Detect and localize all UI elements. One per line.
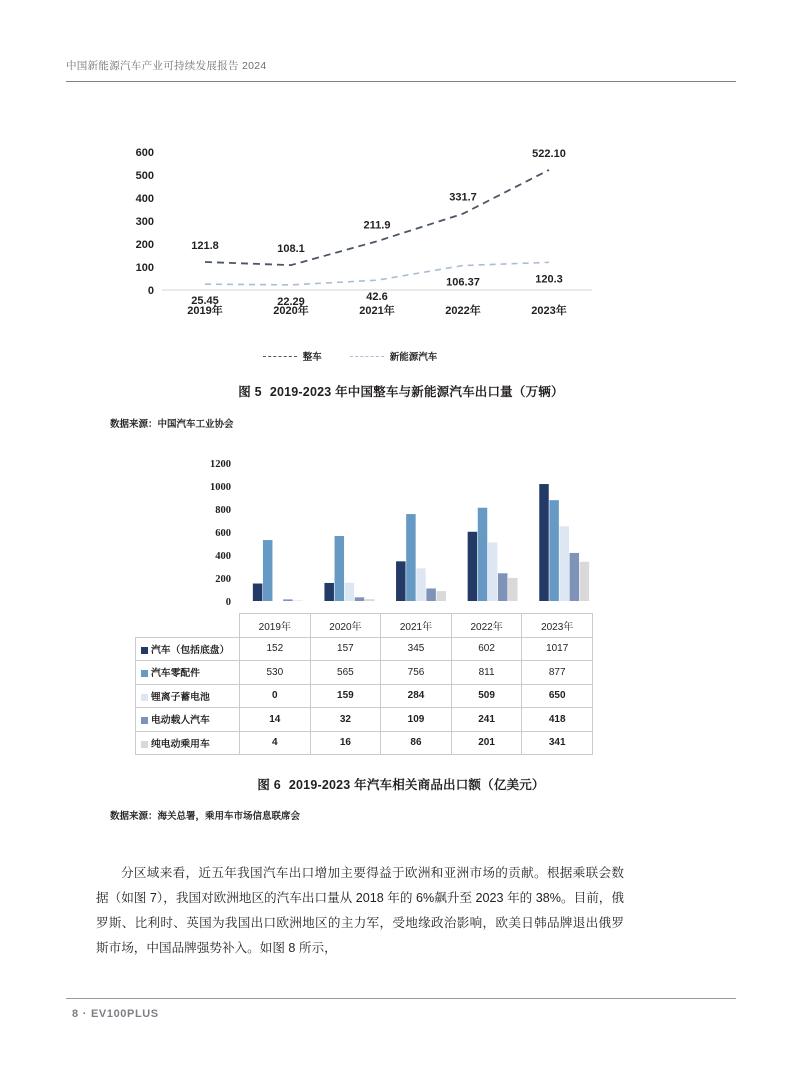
- data-label: 522.10: [532, 147, 566, 160]
- body-paragraph: 分区域来看，近五年我国汽车出口增加主要得益于欧洲和亚洲市场的贡献。根据乘联会数据（如图 7），我国对欧洲地区的汽车出口量从 2018 年的 6%飙升至 2023 年的 38%。目前，俄罗斯、比利时、英国为我国出口欧洲地区的主力军，受地缘政治影响，欧美日韩品牌退出俄罗斯市场，中国品牌强势补入。如图 8 所示，: [96, 865, 624, 955]
- running-header-title: 中国新能源汽车产业可持续发展报告 2024: [66, 60, 267, 72]
- table-cell: 152: [240, 637, 311, 661]
- y-axis-tick-label: 500: [135, 170, 154, 182]
- footer-divider: [66, 998, 736, 999]
- table-column-header: 2022年: [451, 614, 522, 638]
- bar: [488, 542, 498, 601]
- figure5-source: 数据来源：中国汽车工业协会: [110, 419, 234, 430]
- table-cell: 509: [451, 684, 522, 708]
- figure5-caption-label: 图 5: [238, 385, 262, 399]
- bar: [498, 573, 508, 601]
- dashed-line-icon: [263, 356, 297, 357]
- table-row-label-text: 锂离子蓄电池: [151, 691, 210, 703]
- bar: [436, 591, 446, 601]
- bar: [559, 526, 569, 601]
- bar: [365, 599, 375, 601]
- footer-page-number: 8: [72, 1008, 79, 1020]
- x-axis-tick-label: 2022年: [445, 305, 481, 317]
- footer-separator: ·: [82, 1008, 87, 1020]
- table-column-header: 2019年: [240, 614, 311, 638]
- table-cell: 0: [240, 684, 311, 708]
- table-cell: 650: [522, 684, 593, 708]
- table-row-label-text: 汽车（包括底盘）: [151, 644, 230, 656]
- x-axis-tick-label: 2021年: [359, 305, 395, 317]
- table-body: [136, 637, 593, 755]
- y-axis-tick-label: 200: [215, 574, 231, 585]
- table-cell: 565: [310, 661, 381, 685]
- figure6-caption: [66, 775, 736, 793]
- y-axis-tick-label: 200: [135, 239, 154, 251]
- y-axis-tick-label: 300: [135, 216, 154, 228]
- table-row-label-text: 纯电动乘用车: [151, 738, 210, 750]
- y-axis-tick-label: 800: [215, 505, 231, 516]
- table-row: [136, 684, 593, 708]
- y-axis-tick-label: 100: [135, 262, 154, 274]
- legend-item-vehicles: [263, 349, 322, 363]
- data-line-vehicles: [205, 170, 549, 265]
- table-cell: 341: [522, 731, 593, 755]
- data-label: 120.3: [535, 273, 563, 286]
- legend-swatch-icon: [141, 694, 148, 701]
- data-line-nev: [205, 262, 549, 285]
- figure6-caption-text: 2019-2023 年汽车相关商品出口额（亿美元）: [288, 778, 545, 792]
- dashed-line-icon: [350, 356, 384, 357]
- data-label: 22.29: [277, 295, 305, 308]
- y-axis-tick-label: 600: [215, 528, 231, 539]
- bar: [416, 568, 426, 601]
- y-axis-tick-label: 400: [215, 551, 231, 562]
- table-cell: 32: [310, 708, 381, 732]
- table-cell: 86: [381, 731, 452, 755]
- data-label: 211.9: [363, 219, 391, 232]
- page-footer: [72, 1008, 159, 1020]
- bar: [335, 536, 345, 601]
- table-cell: 159: [310, 684, 381, 708]
- table-cell: 16: [310, 731, 381, 755]
- legend-swatch-icon: [141, 670, 148, 677]
- figure5-line-chart: [100, 140, 600, 340]
- table-row-label-text: 电动载人汽车: [151, 715, 210, 727]
- x-axis-tick-label: 2023年: [531, 305, 567, 317]
- figure6-chart-svg: [190, 455, 600, 620]
- table-row-label: [136, 684, 240, 708]
- table-cell: 201: [451, 731, 522, 755]
- bar: [406, 514, 416, 601]
- table-cell: 284: [381, 684, 452, 708]
- figure6-source: 数据来源：海关总署，乘用车市场信息联席会: [110, 811, 301, 822]
- data-label: 108.1: [277, 243, 305, 256]
- legend-swatch-icon: [141, 717, 148, 724]
- table-cell: 241: [451, 708, 522, 732]
- table-header: [136, 614, 593, 638]
- table-cell: 157: [310, 637, 381, 661]
- table-row-label: [136, 661, 240, 685]
- legend-swatch-icon: [141, 741, 148, 748]
- legend-swatch-icon: [141, 647, 148, 654]
- figure6-data-table: [135, 613, 593, 755]
- y-axis-tick-label: 600: [135, 147, 154, 159]
- bar: [539, 484, 549, 601]
- footer-brand: EV100PLUS: [90, 1008, 159, 1020]
- legend-label-vehicles: 整车: [302, 352, 322, 363]
- bar: [580, 562, 590, 601]
- legend-item-nev: [350, 349, 438, 363]
- data-label: 121.8: [191, 239, 219, 252]
- bar: [324, 583, 334, 601]
- y-axis-tick-label: 1200: [210, 459, 231, 470]
- legend-label-nev: 新能源汽车: [389, 352, 438, 363]
- bar: [283, 599, 293, 601]
- bar: [345, 583, 355, 601]
- table-row-label-text: 汽车零配件: [151, 668, 200, 680]
- table-cell: 1017: [522, 637, 593, 661]
- bar: [508, 578, 518, 601]
- bar: [549, 500, 559, 601]
- table-cell: 530: [240, 661, 311, 685]
- bar: [253, 584, 263, 601]
- y-axis-tick-label: 0: [147, 285, 154, 297]
- figure6-bar-chart: [190, 455, 600, 620]
- data-label: 106.37: [446, 276, 480, 289]
- table-column-header: 2020年: [310, 614, 381, 638]
- x-axis-tick-label: 2019年: [187, 305, 223, 317]
- figure6-caption-label: 图 6: [257, 778, 281, 792]
- figure5-caption: [66, 382, 736, 400]
- y-axis-tick-label: 0: [225, 597, 231, 608]
- bar: [355, 597, 365, 601]
- table-cell: 756: [381, 661, 452, 685]
- table-row: [136, 708, 593, 732]
- bar: [426, 588, 436, 601]
- table-row-label: [136, 708, 240, 732]
- table-cell: 602: [451, 637, 522, 661]
- figure5-caption-text: 2019-2023 年中国整车与新能源汽车出口量（万辆）: [269, 385, 564, 399]
- table-cell: 14: [240, 708, 311, 732]
- y-axis-tick-label: 400: [135, 193, 154, 205]
- data-label: 331.7: [449, 191, 477, 204]
- table-cell: 418: [522, 708, 593, 732]
- table-column-header: 2023年: [522, 614, 593, 638]
- table-header-row: [136, 614, 593, 638]
- data-label: 42.6: [366, 291, 388, 304]
- bar: [468, 532, 478, 601]
- table-cell: 811: [451, 661, 522, 685]
- figure5-legend: [100, 349, 600, 363]
- table-cell: 109: [381, 708, 452, 732]
- table-cell: 4: [240, 731, 311, 755]
- table-row: [136, 637, 593, 661]
- table-cell: 877: [522, 661, 593, 685]
- y-axis-tick-label: 1000: [210, 482, 231, 493]
- bar: [570, 553, 580, 601]
- bar: [478, 508, 488, 601]
- data-label: 25.45: [191, 295, 219, 308]
- table-row-label: [136, 637, 240, 661]
- bar: [396, 561, 406, 601]
- bar: [263, 540, 273, 601]
- header-divider: [66, 81, 736, 82]
- table-corner-cell: [136, 614, 240, 638]
- table-cell: 345: [381, 637, 452, 661]
- table-row-label: [136, 731, 240, 755]
- x-axis-tick-label: 2020年: [273, 305, 309, 317]
- table-row: [136, 731, 593, 755]
- table-column-header: 2021年: [381, 614, 452, 638]
- running-header: [66, 58, 736, 82]
- table-row: [136, 661, 593, 685]
- figure5-chart-svg: [100, 140, 600, 340]
